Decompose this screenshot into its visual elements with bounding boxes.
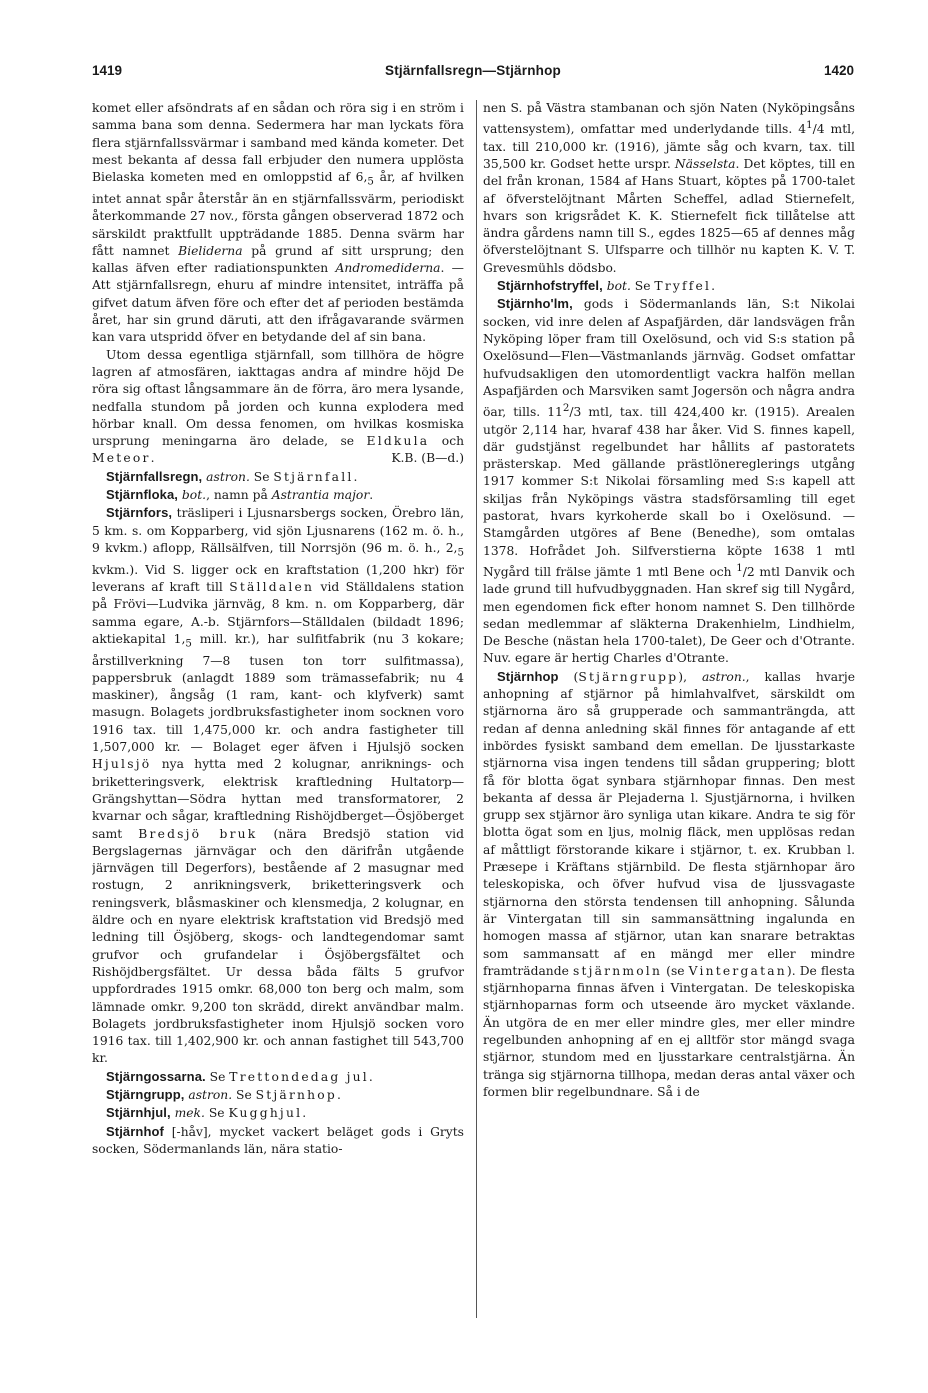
cross-reference-link[interactable]: Stjärnfall [273,469,354,484]
cross-reference-link[interactable]: Stjärngrupp [578,669,679,684]
dictionary-entry: Stjärnhjul, mek. Se Kugghjul. [106,1105,307,1121]
page-number-right: 1420 [823,63,854,78]
dictionary-entry: Stjärnhofstryffel, bot. Se Tryffel. [497,278,716,294]
entry-headword: Stjärnhop [497,668,559,684]
cross-reference-link[interactable]: Stjärnhop [255,1087,337,1102]
entry-headword: Stjärnhofstryffel, [497,278,603,294]
cross-reference-link[interactable]: Eldkula [366,434,430,449]
entry-paragraph: Utom dessa egentliga stjärnfall, som tillhöra de högre lagren af atmosfären, iakttagas andra af mindre höjd De röra sig oftast långsammare än de förra, äro mera lysande, nedfalla stundom på jorden och kunna explodera med hörbar knall. Om dessa fenomen, om hvilkas kosmiska ursprung meningarna äro delade, se Eldkula och Meteor. K.B. (B—d.) [92,347,464,468]
right-column [483,100,855,1360]
dictionary-entry: Stjärngossarna. Se Trettondedag jul. [106,1068,373,1084]
page-number-left: 1419 [92,63,123,78]
running-title: Stjärnfallsregn—Stjärnhop [384,63,562,78]
dictionary-entry: Stjärngrupp, astron. Se Stjärnhop. [106,1086,341,1102]
entry-headword: Stjärnhof [106,1123,164,1139]
dictionary-entry: Stjärnfors, träsliperi i Ljusnarsbergs socken, Örebro län, 5 km. s. om Kopparberg, vid sjön Ljusnarens (162 m. ö. h., 9 kvkm.) aflopp, Rällsälfven, till Norrsjön (96 m. ö. h., $2,_5$ kvkm.). Vid S. ligger ock en kraftstation (1,200 hkr) för leverans af kraft till Ställdalen vid Ställdalens station på Frövi—Ludvika järnväg, 8 km. n. om Kopparberg, där samma egare, A.-b. Stjärnfors—Ställdalen (bildadt 1896; aktiekapital $1,_5$ mill. kr.), har sulfitfabrik (nu 3 kokare; årstillverkning 7—8 tusen ton torr sulfitmassa), pappersbruk (anlagdt 1889 som trämassefabrik; nu 4 maskiner), ångsåg (1 ram, kant- och klyfverk) samt masugn. Bolagets jordbruksfastigheter inom socknen voro 1916 tax. till 1,475,000 kr. och andra fastigheter till 1,507,000 kr. — Bolaget eger äfven i Hjulsjö socken Hjulsjö nya hytta med 2 kolugnar, anriknings- och briketteringsverk, elektrisk kraftledning Hultatorp—Grängshyttan—Södra hyttan med transformatorer, 2 kvarnar och sågar, kraftledning Rishöjdberget—Ösjöberget samt Bredsjö bruk (nära Bredsjö station vid Bergslagernas järnvägar och den därifrån utgående järnvägen till Degerfors), bestående af 2 masugnar med rostugn, 2 anrikningsverk, briketteringsverk och reningsverk, blåsmaskiner och klensmedja, 2 kolugnar, en äldre och en nyare elektrisk kraftstation vid Bredsjö med ledning till Ösjöberg, skogs- och landtegendomar samt grufvor och grufandelar i Ösjöbergsfältet och Rishöjdbergsfältet. Ur dessa båda fälts 5 grufvor uppfordrades 1915 omkr. 68,000 ton berg och malm, som lämnade omkr. 9,200 ton skrädd, direkt användbar malm. Bolagets jordbruksfastigheter inom Hjulsjö socken voro 1916 tax. till 1,402,900 kr. och annan fastighet till 543,700 kr. [92,505,464,1066]
dictionary-entry: Stjärnhop (Stjärngrupp), astron., kallas hvarje anhopning af stjärnor på himlahvalfvet, särskildt om stjärnorna äro så grupperade och sammanträngda, att redan af denna anledning skäl finnes för antagande af ett inbördes fysiskt samband dem emellan. De ljusstarkaste stjärnorna visa ingen tendens till sådan gruppering; blott få för blotta ögat synbara stjärnhopar finnas. Den mest bekanta af dessa är Plejaderna l. Sjustjärnorna, i hvilken grupp sex stjärnor äro synliga utan kikare. Andra te sig för blotta ögat som en ljus, molnig fläck, men upplösas redan af måttligt förstorande kikare i stjärnor, t. ex. Krubban l. Præsepe i Kräftans stjärnbild. De flesta stjärnhopar äro teleskopiska, och öfver hufvud visa de ljussvagaste stjärnorna den största tendensen till anhopning. Sålunda är Vintergatan till sin sammansättning ingalunda en homogen massa af stjärnor, utan kan snarare betraktas som sammansatt af en mängd mer eller mindre framträdande stjärnmoln (se Vintergatan). De flesta stjärnhoparna finnas äfven i Vintergatan. De teleskopiska stjärnhoparnas form och utseende äro mycket växlande. Än utgöra de en mer eller mindre gles, mer eller mindre regelbunden anhopning af en ej alltför stor mängd svaga stjärnor, stundom med en ljusstarkare centralstjärna. Än tränga sig stjärnorna tillhopa, medan deras antal växer och formen blir regelbundnare. Så i de [483,668,855,1099]
entry-headword: Stjärnhjul, [106,1105,171,1121]
dictionary-entry: Stjärnfloka, bot., namn på Astrantia major. [106,486,374,502]
cross-reference-link[interactable]: Meteor [92,451,151,466]
dictionary-entry: Stjärnhof [-håv], mycket vackert beläget gods i Gryts socken, Södermanlands län, nära statio- [92,1123,464,1156]
left-column [92,100,464,1360]
entry-headword: Stjärngrupp, [106,1086,185,1102]
cross-reference-link[interactable]: Kugghjul [228,1106,303,1121]
entry-headword: Stjärnfors, [106,505,173,521]
cross-reference-link[interactable]: Ställdalen [229,579,315,594]
dictionary-entry: Stjärnho'lm, gods i Södermanlands län, S:t Nikolai socken, vid inre delen af Aspafjärden, där landsvägen från Nyköping löper fram till Oxelösund, och vid S:s station på Oxelösund—Flen—Västmanlands järnväg. Godset omfattar hufvudsakligen den utomordentligt vackra halfön mellan Aspafjärden och Marsviken samt Jogersön och några andra öar, tills. $11^2/3$ mtl, tax. till 424,400 kr. (1915). Arealen utgör 2,114 har, hvaraf 438 har åker. Vid S. finnes kapell, där gudstjänst regelbundet har hållits af pastoratets prästerskap. Med gällande prästlönereglerings utgång 1917 kommer S:t Nikolai församling med S:s kapell att skiljas från Nyköpings västra stadsförsamling till eget pastorat, hvars kyrkoherde skall bo i Oxelösund. — Stamgården utgöres af Bene (Benedhe), som omtalas 1378. Hofrådet Joh. Silfverstierna köpte 1638 1 mtl Nygård till frälse jämte 1 mtl Bene och $^1$/2 mtl Danvik och lade grund till hufvudbyggnaden. Han skref sig till Nygård, men egendomen fick efter honom namnet S. Den tillhörde sedan medlemmar af släkterna Drakenhielm, Lindhielm, De Besche (nästan hela 1700-talet), De Geer och d'Otrante. Nuv. egare är hertig Charles d'Otrante. [483,296,855,666]
entry-continuation: komet eller afsöndrats af en sådan och röra sig i en ström i samma bana som denna. Sedermera har man lyckats föra flera stjärnfallssvärmar i samband med kända kometer. Det mest bekanta af dessa fall erbjuder den numera upplösta Bielaska kometen med en omloppstid af $6,_5$ år, af hvilken intet annat spår återstår än en stjärnfallssvärm, periodiskt återkommande 27 nov., första gången observerad 1872 och särskildt praktfullt uppträdande 1885. Denna svärm har fått namnet Bielidernа på grund af sitt ursprung; den kallas äfven efter radiationspunkten Andromediderna. — Att stjärnfallsregn, ehuru af mindre intensitet, inträffa på gifvet datum äfven före och efter det af perioden bestämda året, har sin grund däruti, att den ifrågavarande svärmen kan vara utspridd öfver en betydande del af sin bana. [92,101,464,345]
cross-reference-link[interactable]: Tryffel [654,279,712,294]
entry-headword: Stjärngossarna. [106,1068,206,1084]
page-header [92,63,854,87]
entry-headword: Stjärnho'lm, [497,296,573,312]
dictionary-entry: Stjärnfallsregn, astron. Se Stjärnfall. [106,468,358,484]
cross-reference-link[interactable]: Trettondedag jul [229,1069,369,1084]
entry-headword: Stjärnfloka, [106,486,178,502]
cross-reference-link[interactable]: Vintergatan [688,963,787,978]
entry-headword: Stjärnfallsregn, [106,468,203,484]
author-signature: K.B. (B—d.) [391,451,464,466]
column-divider [476,100,477,1318]
entry-continuation: nen S. på Västra stambanan och sjön Naten (Nyköpingsåns vattensystem), omfattar med underlydande tills. $4^1/4$ mtl, tax. till 210,000 kr. (1916), jämte såg och kvarn, tax. till 35,500 kr. Godset hette urspr. Nässelsta. Det köptes, till en del från kronan, 1584 af Hans Stuart, köptes på 1700-talet af öfverstelöjtnant Mårten Scheffel, adlad Stiernefelt, hvars son krigsrådet K. K. Stiernefelt fick tillåtelse att ändra gårdens namn till S., egdes 1825—65 af dennes måg öfverstelöjtnant S. Ulfsparre och tillhör nu kapten K. V. T. Grevesmühls dödsbo. [483,101,855,275]
